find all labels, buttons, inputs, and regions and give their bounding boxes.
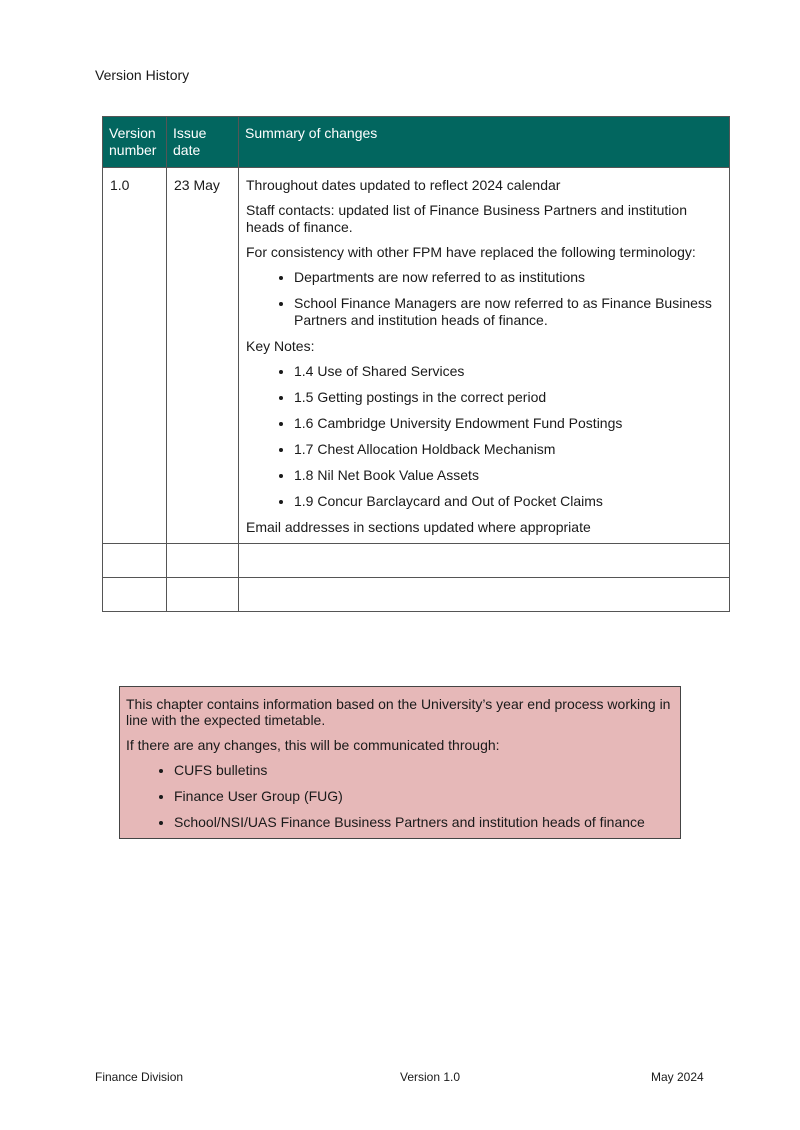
- footer-left: Finance Division: [95, 1070, 184, 1084]
- header-issue-date: Issue date: [167, 117, 239, 168]
- summary-paragraph: Email addresses in sections updated where appropriate: [246, 519, 591, 535]
- footer-center: Version 1.0: [400, 1070, 461, 1084]
- notice-paragraph: If there are any changes, this will be communicated through:: [126, 737, 500, 753]
- table-row-empty: [103, 578, 730, 612]
- key-notes-list: [246, 363, 722, 510]
- summary-paragraph: For consistency with other FPM have replaced the following terminology:: [246, 244, 696, 260]
- list-item: • School Finance Managers are now referred to as Finance Business Partners and institution heads of finance.: [294, 295, 722, 329]
- page-heading: Version History: [95, 67, 190, 83]
- summary-paragraph: Staff contacts: updated list of Finance Business Partners and institution heads of finance.: [246, 202, 687, 235]
- table-row: [103, 168, 730, 544]
- summary-paragraph: Throughout dates updated to reflect 2024 calendar: [246, 177, 561, 193]
- empty-cell: [167, 578, 239, 612]
- cell-date: 23 May: [167, 168, 239, 544]
- list-item: • 1.4 Use of Shared Services: [294, 363, 722, 380]
- list-item: • Departments are now referred to as institutions: [294, 269, 722, 286]
- empty-cell: [103, 544, 167, 578]
- empty-cell: [167, 544, 239, 578]
- cell-summary: [239, 168, 730, 544]
- list-item: • School/NSI/UAS Finance Business Partners and institution heads of finance: [174, 814, 674, 830]
- list-item: • CUFS bulletins: [174, 762, 674, 778]
- header-version-number: Version number: [103, 117, 167, 168]
- notice-paragraph: This chapter contains information based on the University’s year end process working in line with the expected timetable.: [126, 696, 671, 728]
- header-summary: Summary of changes: [239, 117, 730, 168]
- footer-right: May 2024: [651, 1070, 704, 1084]
- notice-list: [126, 762, 674, 830]
- list-item: • 1.8 Nil Net Book Value Assets: [294, 467, 722, 484]
- table-row-empty: [103, 544, 730, 578]
- key-notes-label: Key Notes:: [246, 338, 315, 354]
- empty-cell: [239, 544, 730, 578]
- terminology-list: [246, 269, 722, 329]
- empty-cell: [239, 578, 730, 612]
- version-history-table: [102, 116, 730, 612]
- notice-box: [119, 686, 681, 839]
- empty-cell: [103, 578, 167, 612]
- list-item: • 1.7 Chest Allocation Holdback Mechanism: [294, 441, 722, 458]
- list-item: • 1.6 Cambridge University Endowment Fund Postings: [294, 415, 722, 432]
- table-header-row: [103, 117, 730, 168]
- cell-version: 1.0: [103, 168, 167, 544]
- list-item: • 1.9 Concur Barclaycard and Out of Pocket Claims: [294, 493, 722, 510]
- list-item: • Finance User Group (FUG): [174, 788, 674, 804]
- list-item: • 1.5 Getting postings in the correct period: [294, 389, 722, 406]
